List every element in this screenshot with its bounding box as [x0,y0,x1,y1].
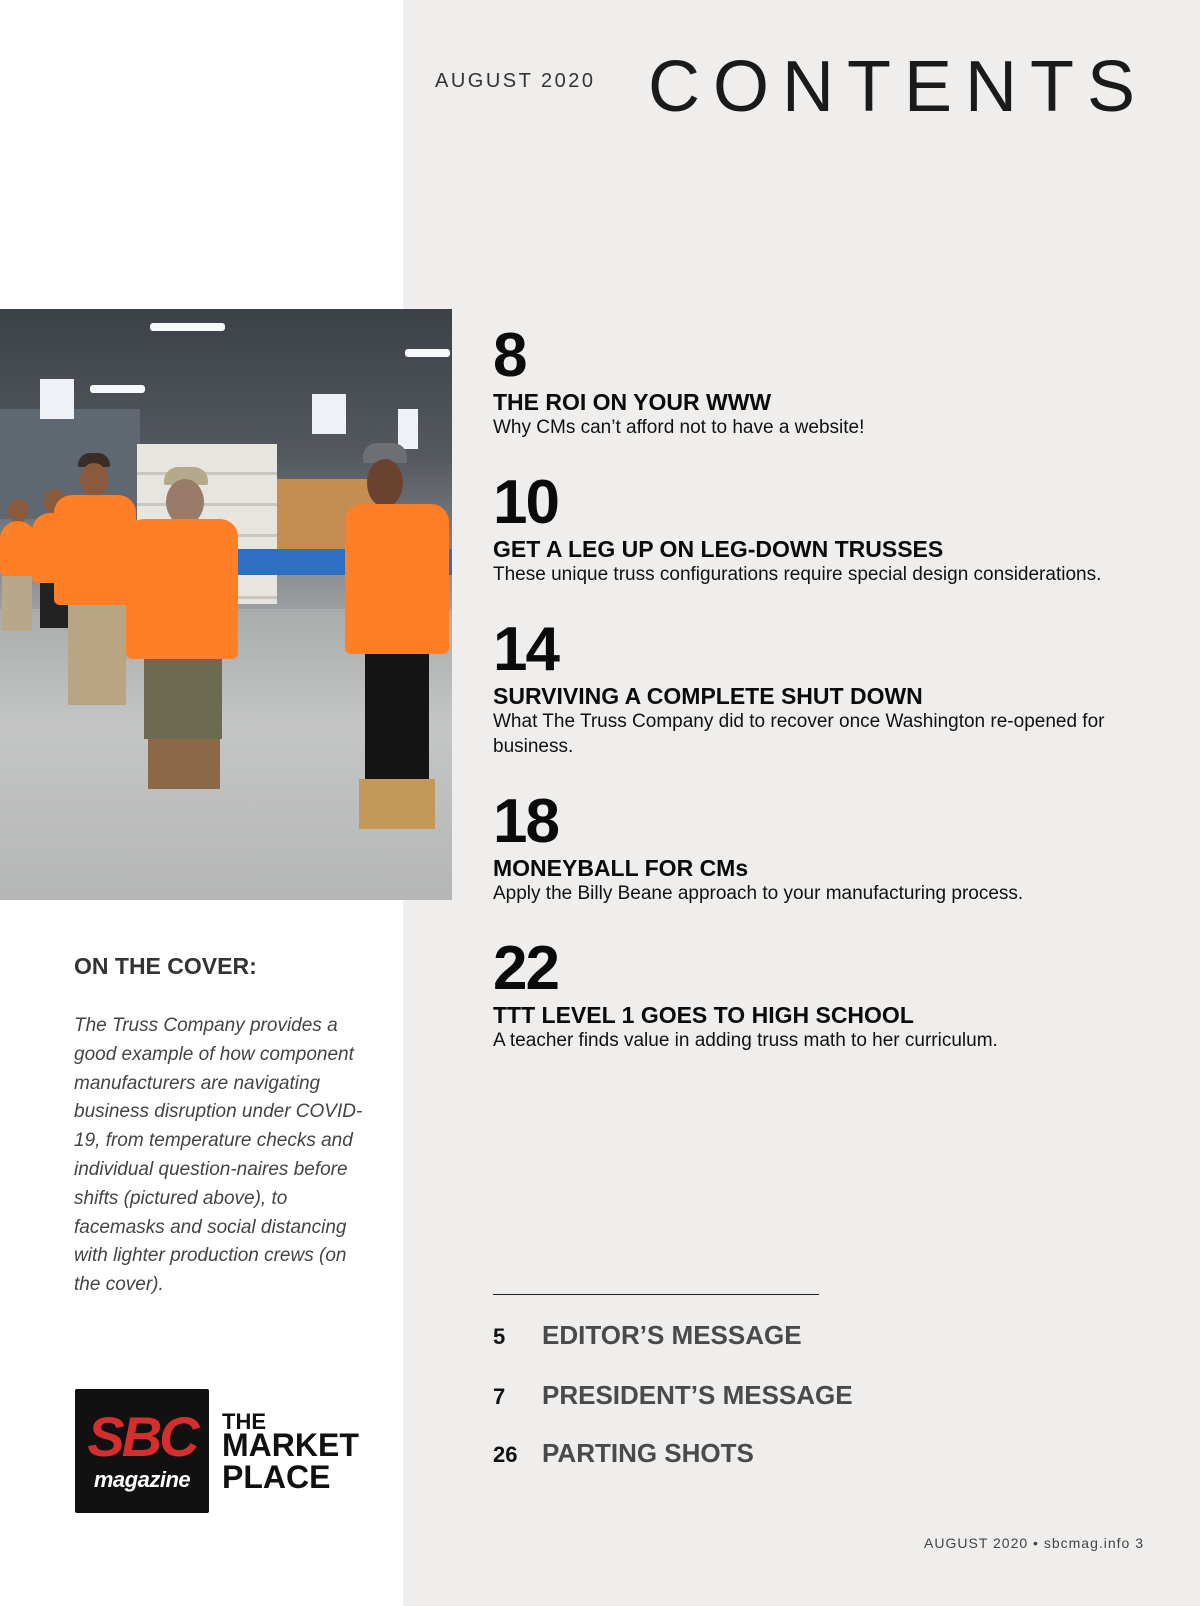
feature-title: SURVIVING A COMPLETE SHUT DOWN [493,683,923,709]
feature-page-number: 18 [493,787,558,856]
feature-page-number: 10 [493,468,558,537]
department-label: PRESIDENT’S MESSAGE [542,1380,853,1410]
photo-ceiling-light [405,349,450,357]
marketplace-label-the: THE [222,1409,266,1434]
sbc-magazine-logo [75,1389,209,1513]
cover-photo [0,309,452,900]
feature-item[interactable] [493,470,1153,587]
feature-item[interactable] [493,936,1153,1053]
marketplace-label-place: PLACE [222,1459,331,1495]
page-footer: AUGUST 2020 • sbcmag.info 3 [924,1535,1144,1551]
feature-item[interactable] [493,323,1153,440]
photo-ceiling-light [150,323,225,331]
issue-date: AUGUST 2020 [435,70,596,92]
feature-title: TTT LEVEL 1 GOES TO HIGH SCHOOL [493,1002,914,1028]
feature-title: MONEYBALL FOR CMs [493,855,749,881]
photo-window [398,409,418,449]
feature-description: A teacher finds value in adding truss math to her curriculum. [493,1030,998,1051]
department-item[interactable] [493,1380,993,1411]
feature-title: GET A LEG UP ON LEG-DOWN TRUSSES [493,536,944,562]
feature-item[interactable] [493,617,1153,759]
feature-description: Why CMs can’t afford not to have a website! [493,417,865,438]
feature-page-number: 14 [493,615,558,684]
section-divider [493,1294,819,1295]
department-page-number: 7 [493,1384,506,1409]
cover-caption: The Truss Company provides a good example of how component manufacturers are navigating business disruption under COVID-19, from temperature checks and individual question-naires before shifts (pictured above), to facemasks and social distancing with lighter production crews (on the cover). [74,1015,363,1296]
feature-description: These unique truss configurations require special design considerations. [493,564,1102,585]
department-label: PARTING SHOTS [542,1438,754,1468]
feature-item[interactable] [493,789,1153,906]
department-item[interactable] [493,1438,993,1469]
marketplace-label-market: MARKET [222,1427,359,1463]
department-page-number: 5 [493,1324,506,1349]
feature-page-number: 22 [493,934,558,1003]
cover-heading: ON THE COVER: [74,953,257,979]
department-page-number: 26 [493,1442,518,1467]
department-item[interactable] [493,1320,993,1351]
feature-page-number: 8 [493,321,526,390]
photo-window [40,379,74,419]
department-label: EDITOR’S MESSAGE [542,1320,802,1350]
logo-sbc-text: SBC [87,1405,197,1468]
photo-window [312,394,346,434]
feature-title: THE ROI ON YOUR WWW [493,389,772,415]
feature-description: Apply the Billy Beane approach to your manufacturing process. [493,883,1024,904]
logo-magazine-text: magazine [93,1467,191,1492]
feature-description: What The Truss Company did to recover once Washington re-opened for business. [493,711,1105,757]
page-title: CONTENTS [648,47,1148,127]
feature-list [493,323,1153,1083]
photo-ceiling-light [90,385,145,393]
